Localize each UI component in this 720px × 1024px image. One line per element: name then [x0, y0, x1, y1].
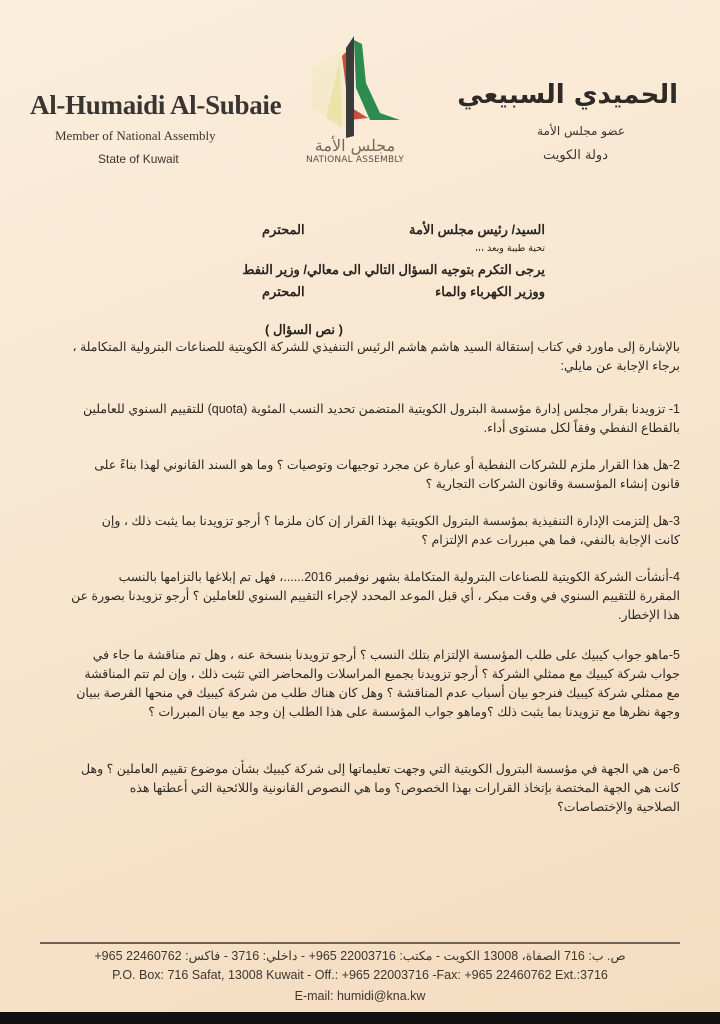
text-line: برجاء الإجابة عن مايلي: [560, 359, 680, 373]
footer-email: E-mail: humidi@kna.kw [294, 989, 426, 1003]
question-2 [90, 456, 680, 494]
text-line: 5-ماهو جواب كيبيك على طلب المؤسسة الإلتزام بتلك النسب ؟ أرجو تزويدنا بنسخة عنه ، وهل تم مناقشة ما جاء في [92, 648, 680, 662]
english-name: Al-Humaidi Al-Subaie [30, 90, 282, 120]
logo-english-text: NATIONAL ASSEMBLY [305, 155, 405, 165]
text-line: مع ممثلي شركة كيبيك فنرجو بيان أسباب عدم المناقشة ؟ وهل كان هناك طلب من شركة كيبيك في منحها الفرصة ببيان [76, 686, 680, 700]
text-line: 2-هل هذا القرار ملزم للشركات النفطية أو عبارة عن مجرد توجيهات وتوصيات ؟ وما هو السند القانوني لهذا بناءً على [94, 458, 680, 472]
footer-english-contact: P.O. Box: 716 Safat, 13008 Kuwait - Off.: +965 22003716 -Fax: +965 22460762 Ext.:3716 [112, 968, 608, 982]
english-state: State of Kuwait [98, 152, 179, 166]
text-line: 4-أنشأت الشركة الكويتية للصناعات البترولية المتكاملة بشهر نوفمبر 2016......، فهل تم إبلاغها بالتزامها بالنسب [118, 570, 680, 584]
arabic-state: دولة الكويت [543, 148, 608, 163]
request-line-1: يرجى التكرم بتوجيه السؤال التالي الى معالي/ وزير النفط [242, 262, 545, 277]
text-line: الصلاحية والإختصاصات؟ [557, 800, 680, 814]
arabic-name: الحميدي السبيعي [457, 80, 678, 110]
addressee: السيد/ رئيس مجلس الأمة [409, 222, 545, 237]
question-1 [82, 400, 680, 438]
national-assembly-logo [290, 28, 420, 168]
text-line: كانت الإجابة بالنفي، فما هي مبررات عدم الإلتزام ؟ [421, 533, 680, 547]
footer-arabic-contact: ص. ب: 716 الصفاة، 13008 الكويت - مكتب: 22003716 965+ - داخلي: 3716 - فاكس: 22460762 965+ [94, 949, 626, 963]
text-line: هذا الإخطار. [618, 608, 680, 622]
text-line: المقررة للتقييم السنوي في وقت مبكر ، أي قبل الموعد المحدد لإجراء التقييم السنوي للعاملين ؟ أرجو تزويدنا بصورة عن [71, 589, 680, 603]
question-3 [90, 512, 680, 550]
greeting: تحية طيبة وبعد ،،، [474, 243, 545, 254]
question-4 [71, 568, 680, 625]
text-line: جواب شركة كيبيك مع ممثلي الشركة ؟ أرجو تزويدنا بجميع المراسلات والمحاضر التي تثبت ذلك ، وإن لم تتم المناقشة [84, 667, 680, 681]
question-5 [76, 646, 680, 722]
intro-paragraph [72, 338, 680, 376]
text-line: قانون إنشاء المؤسسة وقانون الشركات التجارية ؟ [425, 477, 680, 491]
scan-edge [0, 1012, 720, 1024]
assembly-emblem-icon [290, 28, 420, 138]
logo-arabic-text: مجلس الأمة [314, 136, 396, 155]
text-line: 3-هل إلتزمت الإدارة التنفيذية بمؤسسة البترول الكويتية بهذا القرار إن كان ملزما ؟ أرجو تزويدنا بما يثبت ذلك ، وإن [101, 514, 680, 528]
request-line-2: ووزير الكهرباء والماء [435, 284, 545, 299]
footer-divider [40, 942, 680, 944]
honorific: المحترم [262, 222, 305, 237]
arabic-title: عضو مجلس الأمة [537, 124, 625, 138]
question-heading: ( نص السؤال ) [265, 322, 343, 337]
english-title: Member of National Assembly [55, 128, 216, 143]
text-line: بالإشارة إلى ماورد في كتاب إستقالة السيد هاشم هاشم الرئيس التنفيذي للشركة الكويتية للصناعات البترولية المتكاملة ، [72, 340, 680, 354]
text-line: كانت هي الجهة المختصة بإتخاذ القرارات بهذا الخصوص؟ وما هي النصوص القانونية واللائحية التي أعطتها هذه [129, 781, 680, 795]
text-line: 1- تزويدنا بقرار مجلس إدارة مؤسسة البترول الكويتية المتضمن تحديد النسب المئوية (quota) للتقييم السنوي للعاملين [82, 402, 680, 416]
question-6 [81, 760, 680, 817]
text-line: 6-من هي الجهة في مؤسسة البترول الكويتية التي وجهت تعليماتها إلى شركة كيبيك بشأن موضوع تقييم العاملين ؟ وهل [81, 762, 680, 776]
text-line: بالقطاع النفطي وفقاً لكل مستوى أداء. [483, 421, 680, 435]
text-line: وجهة نظرها مع تزويدنا بما يثبت ذلك ؟وماهو جواب المؤسسة على هذا الطلب إن وجد مع بيان المبررات ؟ [148, 705, 680, 719]
honorific-2: المحترم [262, 284, 305, 299]
